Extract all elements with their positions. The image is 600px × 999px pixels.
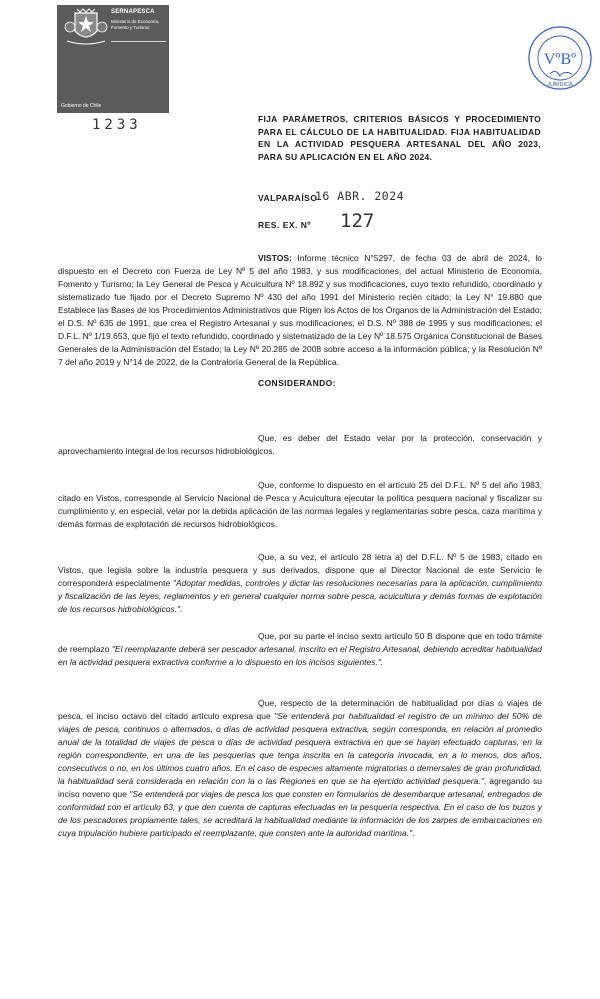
considerando-paragraph-1: Que, es deber del Estado velar por la protección, conservación y aprovechamiento integral de los recursos hidrobiológicos.: [58, 433, 542, 456]
sernapesca-logo: [57, 5, 169, 113]
logo-brand: SERNAPESCA: [111, 9, 155, 15]
paragraph-5-end: .: [412, 828, 415, 838]
paragraph-5-text-2: , agregando su inciso noveno que: [58, 776, 542, 799]
paragraph-5-quote-2: "Se entenderá por viajes de pesca los que consten en formularios de desembarque artesanal, entregados de conformidad con el artículo 63, y que den cuenta de capturas efectuadas en la pesquería respectiva. En el caso de los buzos y de los pescadores propiamente tales, se acreditará la habitualidad mediante la información de los zarpes de embarcaciones en cuya tripulación hubiere participado el reemplazante, que consten ante la autoridad marítima.": [58, 789, 543, 838]
resolution-title: FIJA PARÁMETROS, CRITERIOS BÁSICOS Y PROCEDIMIENTO PARA EL CÁLCULO DE LA HABITUALIDAD. FIJA HABITUALIDAD EN LA ACTIVIDAD PESQUERA ARTESANAL DEL AÑO 2023, PARA SU APLICACIÓN EN EL AÑO 2024.: [258, 114, 541, 162]
city-label: VALPARAÍSO: [258, 193, 318, 203]
considerando-paragraph-4: [58, 630, 542, 669]
vistos-label: VISTOS:: [258, 253, 292, 263]
approval-stamp-icon: [526, 24, 594, 92]
considerando-paragraph-2: Que, conforme lo dispuesto en el artículo 25 del D.F.L. Nº 5 del año 1983, citado en Vistos, corresponde al Servicio Nacional de Pesca y Acuicultura ejecutar la política pesquera nacional y fiscalizar su cumplimiento y, en especial, velar por la debida aplicación de las normas legales y reglamentarias sobre pesca, caza marítima y demás formas de explotación de recursos hidrobiológicos.: [58, 480, 542, 529]
logo-government: Gobierno de Chile: [61, 103, 102, 109]
paragraph-3-quote: "Adoptar medidas, controles y dictar las resoluciones necesarias para la aplicación, cumplimiento y fiscalización de las leyes, reglamentos y en general cualquier norma sobre pesca, acuicultura y demás formas de explotación de los recursos hidrobiológicos.".: [58, 578, 543, 614]
stamp-ring-text: JURIDICA: [547, 82, 573, 88]
vistos-paragraph: [58, 252, 542, 369]
paragraph-5-quote-1: "Se entenderá por habitualidad el registro de un mínimo del 50% de viajes de pesca, continuos o alternados, o días de actividad pesquera extractiva, según corresponda, en relación al promedio anual de la totalidad de viajes de pesca o días de actividad pesquera extractiva en que se hayan efectuado capturas, en la región correspondiente, en una de las pesquerías que tenga inscrita en la categoría invocada, en a lo menos, dos años, consecutivos o no, en los últimos cuatro años. En el caso de especies altamente migratorias o demersales de gran profundidad, la habitualidad será considerada en relación con la o las Regiones en que se ha ejercido actividad pesquera.": [58, 711, 542, 786]
paragraph-4-quote: "El reemplazante deberá ser pescador artesanal, inscrito en el Registro Artesanal, debiendo acreditar habitualidad en la actividad pesquera extractiva conforme a lo dispuesto en los incisos siguientes.".: [58, 644, 542, 667]
paragraph-5-text-1: Que, respecto de la determinación de habitualidad por días o viajes de pesca, el inciso octavo del citado artículo expresa que: [58, 698, 542, 721]
resolution-label: RES. EX. Nº: [258, 220, 312, 230]
coat-of-arms-icon: [61, 7, 111, 47]
stamp-mark: VºBº: [543, 51, 577, 68]
logo-divider: [111, 41, 166, 42]
logo-ministry: Ministerio de Economía, Fomento y Turismo: [111, 19, 160, 30]
resolution-number: 127: [340, 210, 375, 232]
issue-date: 16 ABR. 2024: [315, 189, 405, 203]
vistos-text: Informe técnico N°5297, de fecha 03 de abril de 2024, lo dispuesto en el Decreto con Fuerza de Ley Nº 5 del año 1983, y sus modificaciones, del actual Ministerio de Economía, Fomento y Turismo; la Ley General de Pesca y Acuicultura Nº 18.892 y sus modificaciones, cuyo texto refundido, coordinado y sistematizado fue fijado por el Decreto Supremo Nº 430 del año 1991 del Ministerio recién citado; la Ley N° 19.880 que Establece las Bases de los Procedimientos Administrativos que Rigen los Actos de los Órganos de la Administración del Estado; el D.S. Nº 635 de 1991, que crea el Registro Artesanal y sus modificaciones; el D.S. Nº 388 de 1995 y sus modificaciones; el D.F.L. Nº 1/19.653, que fijó el texto refundido, coordinado y sistematizado de la Ley Nº 18.575 Orgánica Constitucional de Bases Generales de la Administración del Estado; la Ley Nº 20.285 de 2008 sobre acceso a la información pública; y la Resolución Nº 7 del año 2019 y N°14 de 2022, de la Contraloría General de la República.: [58, 253, 542, 367]
considerando-paragraph-3: [58, 551, 542, 616]
document-serial-number: 1233: [92, 117, 142, 133]
considerando-paragraph-5: [58, 697, 542, 840]
paragraph-3-text: Que, a su vez, el artículo 28 letra a) del D.F.L. Nº 5 de 1983, citado en Vistos, que legisla sobre la industria pesquera y sus derivados, dispone que al Director Nacional de este Servicio le corresponderá especialmente: [58, 552, 542, 588]
considerando-heading: CONSIDERANDO:: [258, 378, 336, 388]
paragraph-4-text: Que, por su parte el inciso sexto artículo 50 B dispone que en todo trámite de reemplazo: [58, 631, 542, 654]
